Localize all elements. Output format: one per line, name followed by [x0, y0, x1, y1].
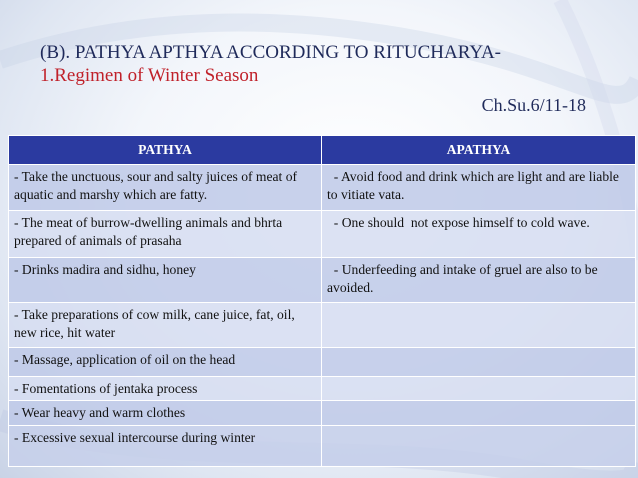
apathya-cell [322, 425, 636, 466]
title-line-2: 1.Regimen of Winter Season [40, 65, 259, 86]
header-pathya: PATHYA [9, 136, 322, 165]
table-header-row [9, 136, 636, 165]
pathya-cell: - The meat of burrow-dwelling animals and bhrta prepared of animals of prasaha [9, 211, 322, 258]
table-row [9, 425, 636, 466]
apathya-cell [322, 376, 636, 401]
table-row [9, 401, 636, 426]
table-row [9, 376, 636, 401]
apathya-cell [322, 348, 636, 377]
title-line-1: (B). PATHYA APTHYA ACCORDING TO RITUCHARYA- [40, 42, 502, 63]
pathya-apathya-table [8, 135, 636, 467]
header-apathya: APATHYA [322, 136, 636, 165]
reference-citation: Ch.Su.6/11-18 [481, 95, 586, 115]
apathya-cell [322, 401, 636, 426]
apathya-cell [322, 303, 636, 348]
slide-title [40, 41, 600, 87]
table-row [9, 303, 636, 348]
pathya-cell: - Excessive sexual intercourse during winter [9, 425, 322, 466]
pathya-cell: - Take preparations of cow milk, cane juice, fat, oil, new rice, hit water [9, 303, 322, 348]
apathya-cell: - One should not expose himself to cold wave. [322, 211, 636, 258]
table-row [9, 258, 636, 303]
apathya-cell: - Underfeeding and intake of gruel are also to be avoided. [322, 258, 636, 303]
pathya-cell: - Drinks madira and sidhu, honey [9, 258, 322, 303]
pathya-cell: - Take the unctuous, sour and salty juices of meat of aquatic and marshy which are fatty. [9, 165, 322, 211]
apathya-cell: - Avoid food and drink which are light and are liable to vitiate vata. [322, 165, 636, 211]
pathya-cell: - Massage, application of oil on the head [9, 348, 322, 377]
pathya-cell: - Fomentations of jentaka process [9, 376, 322, 401]
table-row [9, 348, 636, 377]
table-row [9, 165, 636, 211]
pathya-cell: - Wear heavy and warm clothes [9, 401, 322, 426]
table-row [9, 211, 636, 258]
